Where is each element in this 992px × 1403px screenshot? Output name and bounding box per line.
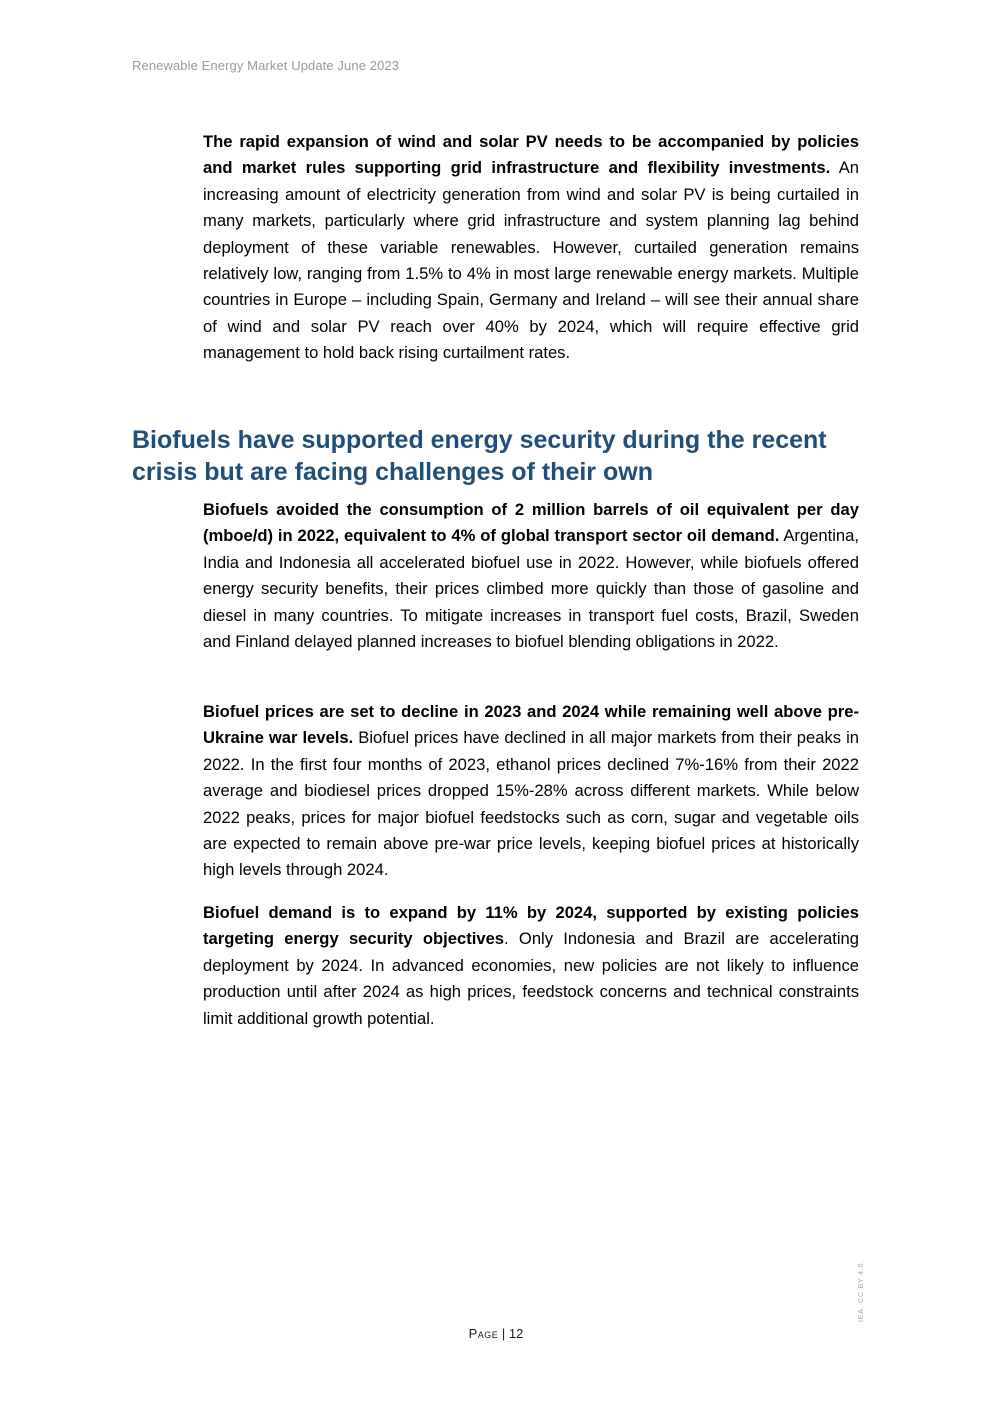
- paragraph-body-text: Biofuel prices have declined in all major markets from their peaks in 2022. In the first four months of 2023, ethanol prices declined 7%-16% from their 2022 average and biodiesel prices dropped 15%-28% across different markets. While below 2022 peaks, prices for major biofuel feedstocks such as corn, sugar and vegetable oils are expected to remain above pre-war price levels, keeping biofuel prices at historically high levels through 2024.: [203, 728, 859, 880]
- intro-paragraph: [203, 129, 859, 367]
- biofuels-paragraph-1: [203, 497, 859, 655]
- license-note: IEA. CC BY 4.0.: [858, 1259, 865, 1322]
- paragraph-lead-text: Biofuels avoided the consumption of 2 million barrels of oil equivalent per day (mboe/d) in 2022, equivalent to 4% of global transport sector oil demand.: [203, 500, 859, 546]
- page-number-value: 12: [508, 1326, 524, 1341]
- paragraph-body-text: . Only Indonesia and Brazil are accelerating deployment by 2024. In advanced economies, new policies are not likely to influence production until after 2024 as high prices, feedstock concerns and technical constraints limit additional growth potential.: [203, 929, 859, 1028]
- intro-lead-text: The rapid expansion of wind and solar PV needs to be accompanied by policies and market rules supporting grid infrastructure and flexibility investments.: [203, 132, 859, 178]
- running-header: Renewable Energy Market Update June 2023: [132, 58, 400, 73]
- biofuels-paragraph-3: [203, 900, 859, 1032]
- biofuels-paragraph-2: [203, 699, 859, 884]
- page-number: [0, 1326, 992, 1341]
- page-label: Page: [468, 1326, 499, 1341]
- paragraph-lead-text: Biofuel demand is to expand by 11% by 2024, supported by existing policies targeting energy security objectives: [203, 903, 859, 949]
- page-separator: |: [498, 1326, 509, 1341]
- section-heading: Biofuels have supported energy security during the recent crisis but are facing challenges of their own: [132, 426, 827, 486]
- paragraph-body-text: Argentina, India and Indonesia all accelerated biofuel use in 2022. However, while biofuels offered energy security benefits, their prices climbed more quickly than those of gasoline and diesel in many countries. To mitigate increases in transport fuel costs, Brazil, Sweden and Finland delayed planned increases to biofuel blending obligations in 2022.: [203, 526, 859, 652]
- paragraph-lead-text: Biofuel prices are set to decline in 2023 and 2024 while remaining well above pre-Ukraine war levels.: [203, 702, 859, 748]
- intro-body-text: An increasing amount of electricity generation from wind and solar PV is being curtailed in many markets, particularly where grid infrastructure and system planning lag behind deployment of these variable renewables. However, curtailed generation remains relatively low, ranging from 1.5% to 4% in most large renewable energy markets. Multiple countries in Europe – including Spain, Germany and Ireland – will see their annual share of wind and solar PV reach over 40% by 2024, which will require effective grid management to hold back rising curtailment rates.: [203, 158, 859, 363]
